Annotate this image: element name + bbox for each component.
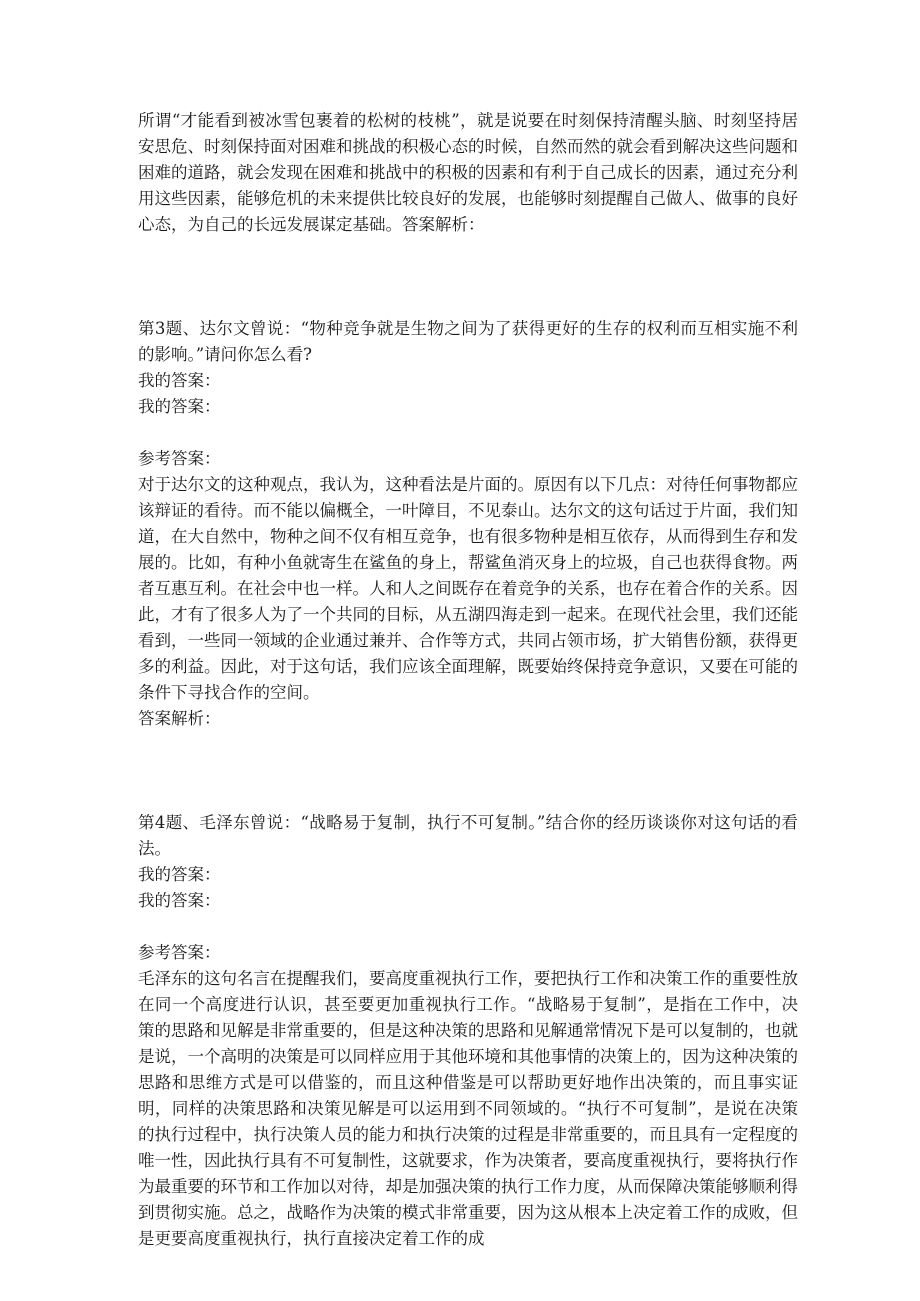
reference-answer-text: 对于达尔文的这种观点，我认为，这种看法是片面的。原因有以下几点：对待任何事物都应该辩证的看待。而不能以偏概全，一叶障目，不见泰山。达尔文的这句话过于片面，我们知道，在大自然中，物种之间不仅有相互竞争，也有很多物种是相互依存，从而得到生存和发展的。比如，有种小鱼就寄生在鲨鱼的身上，帮鲨鱼消灭身上的垃圾，自己也获得食物。两者互惠互利。在社会中也一样。人和人之间既存在着竞争的关系，也存在着合作的关系。因此，才有了很多人为了一个共同的目标，从五湖四海走到一起来。在现代社会里，我们还能看到，一些同一领域的企业通过兼并、合作等方式，共同占领市场，扩大销售份额，获得更多的利益。因此，对于这句话，我们应该全面理解，既要始终保持竞争意识，又要在可能的条件下寻找合作的空间。 (138, 475, 798, 702)
my-answer-label: 我的答案： (138, 865, 221, 884)
reference-answer-label: 参考答案： (138, 943, 221, 962)
reference-answer-text: 毛泽东的这句名言在提醒我们，要高度重视执行工作，要把执行工作和决策工作的重要性放在同一个高度进行认识，甚至要更加重视执行工作。“战略易于复制”，是指在工作中，决策的思路和见解是非常重要的，但是这种决策的思路和见解通常情况下是可以复制的，也就是说，一个高明的决策是可以同样应用于其他环境和其他事情的决策上的，因为这种决策的思路和思维方式是可以借鉴的，而且这种借鉴是可以帮助更好地作出决策的，而且事实证明，同样的决策思路和决策见解是可以运用到不同领域的。“执行不可复制”，是说在决策的执行过程中，执行决策人员的能力和执行决策的过程是非常重要的，而且具有一定程度的唯一性，因此执行具有不可复制性，这就要求，作为决策者，要高度重视执行，要将执行作为最重要的环节和工作加以对待，却是加强决策的执行工作力度，从而保障决策能够顺利得到贯彻实施。总之，战略作为决策的模式非常重要，因为这从根本上决定着工作的成败，但是更要高度重视执行，执行直接决定着工作的成 (138, 969, 798, 1248)
spacer (138, 420, 798, 446)
my-answer-label: 我的答案： (138, 371, 221, 390)
intro-paragraph: 所谓“才能看到被冰雪包裹着的松树的枝桃”，就是说要在时刻保持清醒头脑、时刻坚持居安思危、时刻保持面对困难和挑战的积极心态的时候，自然而然的就会看到解决这些问题和困难的道路，就会发现在困难和挑战中的积极的因素和有利于自己成长的因素，通过充分利用这些因素，能够危机的未来提供比较良好的发展，也能够时刻提醒自己做人、做事的良好心态，为自己的长远发展谋定基础。答案解析： (138, 111, 798, 234)
answer-analysis-label: 答案解析： (138, 709, 221, 728)
spacer (138, 732, 798, 810)
reference-answer-label: 参考答案： (138, 449, 221, 468)
document-page (138, 108, 798, 1252)
spacer (138, 238, 798, 316)
spacer (138, 914, 798, 940)
my-answer-label: 我的答案： (138, 891, 221, 910)
question-3-section (138, 316, 798, 732)
question-3-prompt: 第3题、达尔文曾说：“物种竞争就是生物之间为了获得更好的生存的权利而互相实施不利的影响。”请问你怎么看? (138, 319, 798, 364)
question-4-prompt: 第4题、毛泽东曾说：“战略易于复制，执行不可复制。”结合你的经历谈谈你对这句话的看法。 (138, 813, 798, 858)
question-4-section (138, 810, 798, 1252)
my-answer-label: 我的答案： (138, 397, 221, 416)
